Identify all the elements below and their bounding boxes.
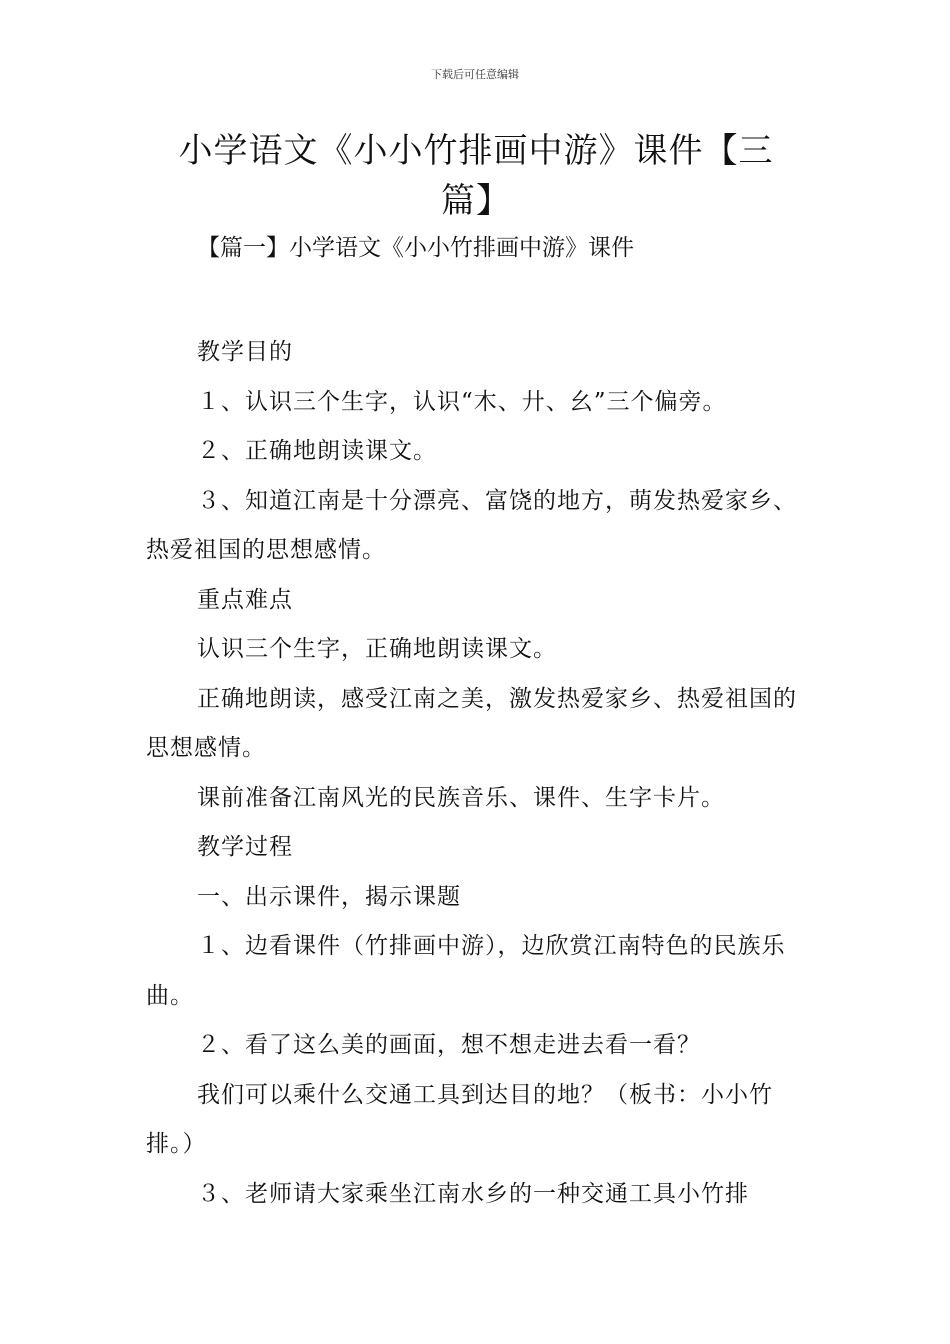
- paragraph-process-heading: 教学过程: [197, 834, 293, 860]
- paragraph-goal-2: ２、正确地朗读课文。: [197, 438, 437, 464]
- paragraph-teaching-goals-heading: 教学目的: [197, 339, 293, 365]
- paragraph-step-2-question: 我们可以乘什么交通工具到达目的地？（板书：小小竹排。）: [146, 1081, 773, 1157]
- document-title: [146, 126, 806, 226]
- document-title-line-2: 篇】: [441, 181, 511, 221]
- paragraph-key-point-2: 正确地朗读，感受江南之美，激发热爱家乡、热爱祖国的思想感情。: [146, 685, 797, 761]
- section-heading: 【篇一】小学语文《小小竹排画中游》课件: [197, 235, 634, 261]
- paragraph-key-points-heading: 重点难点: [197, 586, 293, 613]
- paragraph-goal-1: １、认识三个生字，认识“木、廾、幺”三个偏旁。: [197, 388, 727, 415]
- paragraph-key-point-1: 认识三个生字，正确地朗读课文。: [197, 636, 557, 662]
- document-body: [146, 328, 806, 1219]
- paragraph-preparation: 课前准备江南风光的民族音乐、课件、生字卡片。: [197, 784, 725, 811]
- header-note: 下载后可任意编辑: [431, 68, 519, 81]
- paragraph-step-one-heading: 一、出示课件，揭示课题: [197, 883, 461, 910]
- document-title-line-1: 小学语文《小小竹排画中游》课件【三: [178, 131, 774, 171]
- paragraph-step-1: １、边看课件（竹排画中游），边欣赏江南特色的民族乐曲。: [146, 933, 786, 1009]
- paragraph-step-2: ２、看了这么美的画面，想不想走进去看一看？: [197, 1032, 701, 1058]
- paragraph-step-3: ３、老师请大家乘坐江南水乡的一种交通工具小竹排: [197, 1180, 749, 1207]
- paragraph-goal-3: ３、知道江南是十分漂亮、富饶的地方，萌发热爱家乡、热爱祖国的思想感情。: [146, 487, 797, 563]
